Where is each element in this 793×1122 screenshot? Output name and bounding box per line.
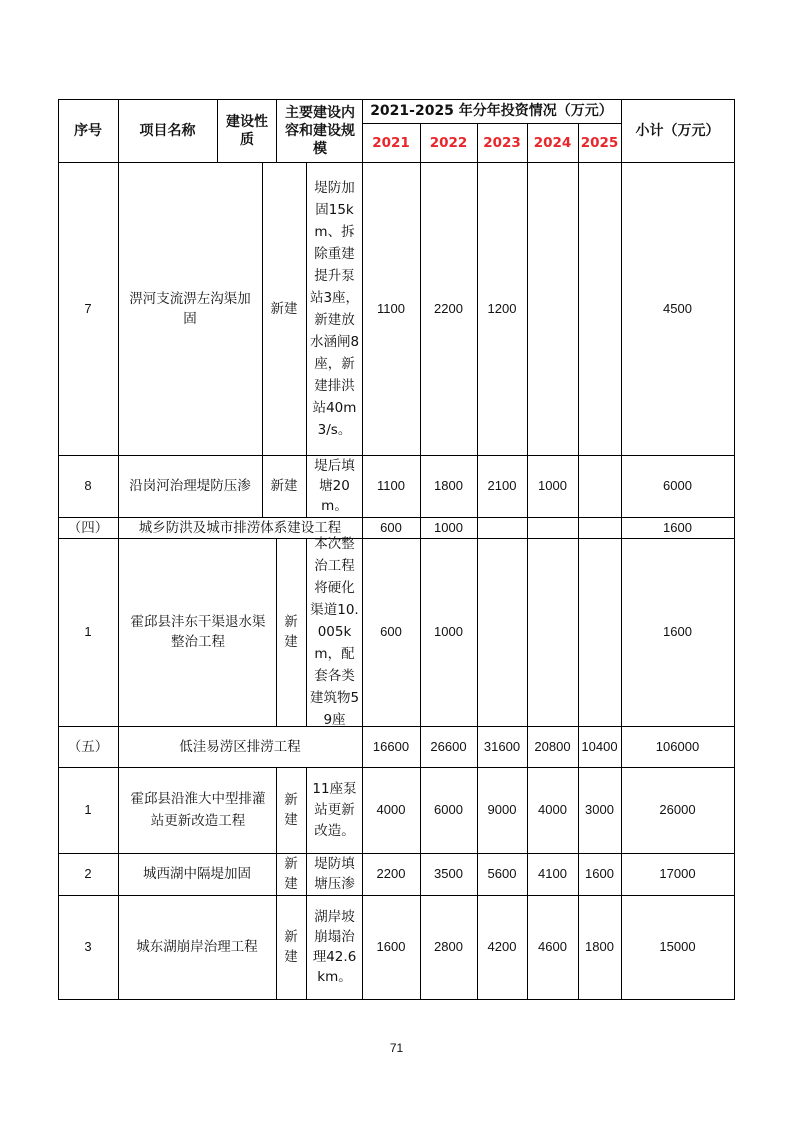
row-scale: 堤防填塘压渗	[314, 856, 355, 892]
row-subtotal: 4500	[663, 300, 692, 316]
section-2023: 31600	[483, 738, 521, 754]
row-subtotal: 1600	[663, 624, 692, 639]
row-2023: 9000	[487, 802, 517, 817]
header-year-2024: 2024	[533, 134, 572, 151]
row-seq: 7	[84, 300, 92, 316]
header-year-2021: 2021	[372, 134, 410, 151]
row-scale: 堤后填塘20m。	[314, 458, 355, 514]
row-nature: 新建	[270, 478, 298, 494]
row-seq: 2	[84, 866, 92, 881]
row-seq: 1	[84, 802, 92, 817]
row-subtotal: 6000	[663, 478, 692, 493]
row-2021: 1100	[377, 300, 405, 316]
row-2022: 1800	[434, 478, 463, 493]
header-year-2025: 2025	[580, 134, 619, 151]
row-subtotal: 17000	[659, 866, 696, 881]
row-2024	[527, 538, 578, 726]
row-name: 淠河支流淠左沟渠加固	[129, 290, 251, 327]
row-2021: 1600	[376, 939, 406, 954]
row-2022: 3500	[434, 866, 463, 881]
row-2025: 1600	[585, 866, 614, 881]
section-2022: 1000	[434, 519, 463, 535]
section-seq: （四）	[67, 519, 109, 536]
header-nature: 建设性质	[226, 113, 268, 148]
row-2024: 4100	[538, 866, 567, 881]
section-2021: 16600	[372, 738, 410, 754]
header-year-2022: 2022	[429, 134, 468, 151]
section-2024: 20800	[534, 738, 571, 754]
row-2021: 600	[380, 624, 402, 639]
section-2022: 26600	[430, 738, 467, 754]
row-2023: 4200	[487, 939, 517, 954]
header-seq: 序号	[74, 122, 102, 139]
header-name: 项目名称	[139, 122, 196, 139]
row-2021: 1100	[377, 478, 405, 493]
row-seq: 3	[84, 939, 92, 954]
row-nature: 新建	[270, 300, 298, 317]
row-2022: 2200	[434, 300, 463, 316]
row-2025: 1800	[585, 939, 614, 954]
section-name: 低洼易涝区排涝工程	[179, 738, 301, 755]
row-2021: 4000	[376, 802, 406, 817]
row-2023	[477, 538, 527, 726]
row-2025: 3000	[585, 802, 614, 817]
row-nature: 新建	[284, 792, 298, 828]
row-2021: 2200	[376, 866, 406, 881]
row-2025	[578, 162, 621, 455]
header-invest: 2021-2025 年分年投资情况（万元）	[370, 103, 613, 119]
row-name: 霍邱县沿淮大中型排灌站更新改造工程	[130, 791, 266, 829]
header-year-2023: 2023	[483, 134, 521, 151]
row-scale: 湖岸坡崩塌治理42.6km。	[312, 909, 357, 985]
section-subtotal: 106000	[655, 738, 700, 754]
header-scale: 主要建设内容和建设规模	[285, 104, 355, 157]
section-2023	[477, 517, 527, 538]
row-name: 霍邱县沣东干渠退水渠整治工程	[130, 614, 266, 650]
row-subtotal: 26000	[659, 802, 696, 817]
row-seq: 1	[84, 624, 92, 639]
row-2023: 5600	[487, 866, 517, 881]
row-nature: 新建	[284, 929, 298, 965]
row-scale: 11座泵站更新改造。	[312, 780, 357, 839]
row-scale: 堤防加固15km、拆除重建提升泵站3座，新建放水涵闸8座，新建排洪站40m3/s。	[309, 179, 360, 438]
row-nature: 新建	[284, 856, 298, 892]
section-2025	[578, 517, 621, 538]
section-subtotal: 1600	[663, 519, 692, 535]
row-name: 城东湖崩岸治理工程	[136, 939, 258, 955]
row-name: 沿岗河治理堤防压渗	[129, 478, 251, 494]
row-2025	[578, 455, 621, 517]
section-2025: 10400	[581, 738, 618, 754]
row-2025	[578, 538, 621, 726]
row-nature: 新建	[284, 614, 298, 650]
row-2024: 1000	[538, 478, 567, 493]
row-2023: 2100	[487, 478, 517, 493]
row-2022: 6000	[434, 802, 463, 817]
row-2023: 1200	[487, 300, 517, 316]
header-subtotal: 小计（万元）	[635, 122, 720, 139]
row-subtotal: 15000	[659, 939, 696, 954]
section-name: 城乡防洪及城市排涝体系建设工程	[138, 519, 342, 536]
section-2021: 600	[380, 519, 402, 535]
page-number: 71	[389, 1041, 404, 1055]
section-2024	[527, 517, 578, 538]
row-2024: 4600	[538, 939, 567, 954]
row-scale: 本次整治工程将硬化渠道10.005km，配套各类建筑物59座	[309, 536, 360, 728]
row-2024	[527, 162, 578, 455]
section-seq: （五）	[67, 738, 109, 755]
row-2022: 2800	[434, 939, 463, 954]
row-2022: 1000	[434, 624, 463, 639]
row-seq: 8	[84, 478, 92, 493]
row-2024: 4000	[538, 802, 567, 817]
row-name: 城西湖中隔堤加固	[143, 866, 251, 882]
